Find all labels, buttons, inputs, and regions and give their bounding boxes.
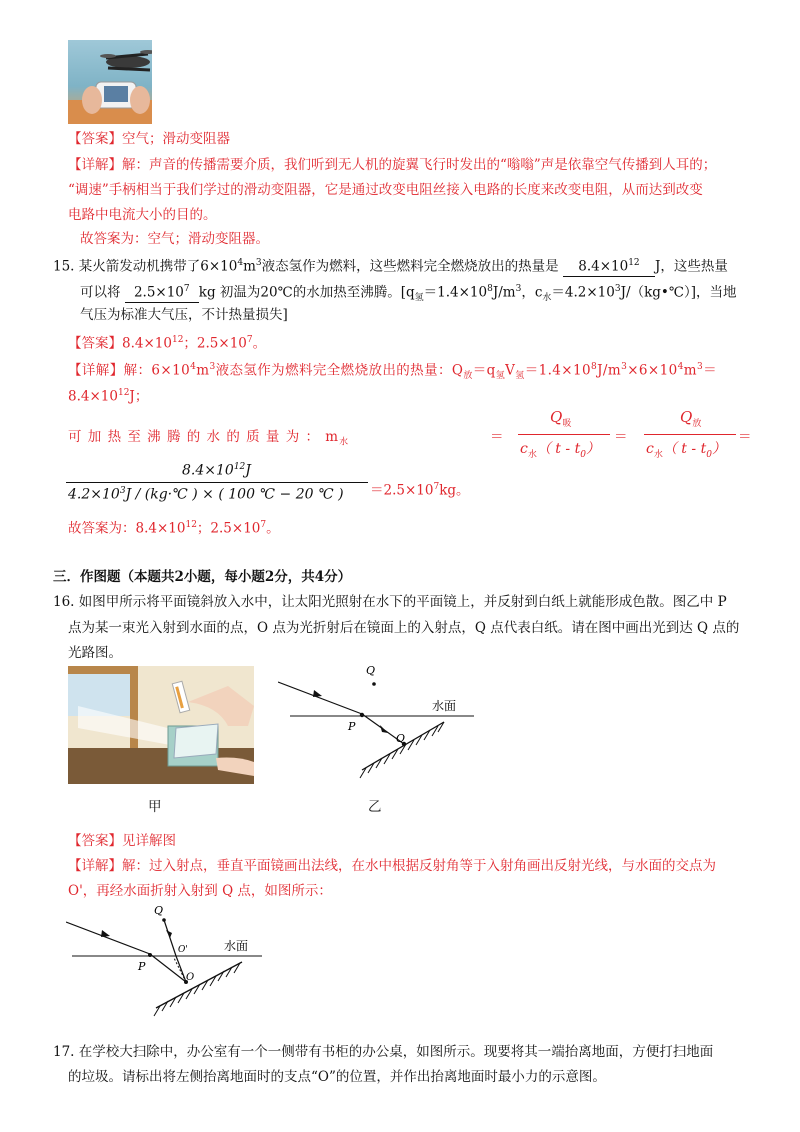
result-text: kg。 [439, 482, 470, 499]
fraction-3-numerator [182, 462, 251, 479]
result-text: ＝2.5×10 [370, 482, 434, 499]
frac-den: ） [585, 441, 600, 457]
conclusion-text: ；2.5×10 [196, 520, 261, 537]
q15-result [370, 478, 470, 500]
question-number: 17. [53, 1044, 75, 1060]
q15-text: 某火箭发动机携带了6×10 [78, 258, 238, 275]
q14-detail-2: “调速”手柄相当于我们学过的滑动变阻器，它是通过改变电阻丝接入电路的长度来改变电阻，从而达到改变 [68, 182, 703, 198]
blank-text: 8.4×10 [578, 258, 629, 275]
eq-sign-2: ＝ [614, 429, 628, 445]
sup: 7 [260, 520, 267, 530]
q16-detail-2: O'，再经水面折射入射到 Q 点，如图所示： [68, 883, 332, 899]
sup: 3 [255, 258, 262, 268]
detail-text: ＝1.4×10 [524, 362, 591, 379]
detail-text: J； [129, 388, 149, 405]
figure-jia-label: 甲 [148, 799, 162, 815]
fraction-1-denominator [520, 438, 600, 460]
q17-line-1 [53, 1043, 713, 1061]
q14-conclusion: 故答案为：空气；滑动变阻器。 [80, 231, 269, 247]
sub: 0 [706, 449, 712, 460]
q14-answer [68, 130, 230, 148]
answer-text: 见详解图 [122, 833, 176, 849]
q16-text: 如图甲所示将平面镜斜放入水中，让太阳光照射在水下的平面镜上，并反射到白纸上就能形成色散。图乙中 P [78, 594, 727, 610]
q15-text: 液态氢作为燃料，这些燃料完全燃烧放出的热量是 [261, 258, 559, 275]
q15-detail-1 [68, 358, 717, 385]
q15-text: J/（kg•℃）]，当地 [620, 284, 737, 301]
q15-mass-line [68, 428, 349, 452]
q16-line-2: 点为某一束光入射到水面的点，O 点为光折射后在镜面上的入射点，Q 点代表白纸。请在图中画出光到达 Q 点的 [68, 620, 740, 636]
figure-yi-label: 乙 [368, 799, 382, 815]
figure-jia-photo [68, 666, 254, 784]
q15-line-2 [80, 280, 736, 307]
sub: 吸 [562, 419, 572, 429]
sub: 氢 [515, 371, 525, 382]
frac-num: Q [550, 408, 563, 426]
question-number: 16. [53, 594, 75, 610]
sub: 水 [339, 437, 350, 448]
point-q [372, 682, 376, 686]
answer-blank-2 [125, 280, 199, 303]
fraction-2-bar [644, 434, 736, 435]
drone-photo [68, 40, 152, 124]
label-q: Q [366, 664, 376, 677]
detail-text: 解：声音的传播需要介质，我们听到无人机的旋翼飞行时发出的“嗡嗡”声是依靠空气传播到人耳的； [122, 157, 717, 173]
fraction-3-denominator [68, 486, 344, 503]
sup: 8 [590, 362, 598, 372]
detail-text: m [196, 362, 210, 379]
answer-text: 。 [252, 335, 267, 352]
sup: 4 [237, 258, 244, 268]
point-p [148, 953, 152, 957]
q17-text: 在学校大扫除中，办公室有一个一侧带有书柜的办公桌，如图所示。现要将其一端抬离地面，方便打扫地面 [78, 1044, 714, 1060]
q15-text: m [243, 258, 256, 275]
sup: 3 [696, 362, 704, 372]
frac-num: 8.4×10 [182, 462, 234, 479]
sub: 氢 [495, 371, 506, 382]
frac-num: Q [680, 408, 693, 426]
eq-sign-3: ＝ [738, 429, 752, 445]
frac-den: c [520, 441, 528, 457]
sub: 水 [527, 449, 537, 460]
answer-blank-1 [563, 254, 655, 277]
detail-text: 8.4×10 [68, 388, 118, 405]
q17-line-2: 的垃圾。请标出将左侧抬离地面时的支点“O”的位置，并作出抬离地面时最小力的示意图。 [68, 1069, 606, 1085]
blank-text: 2.5×10 [133, 284, 184, 301]
ray-arrow [101, 930, 110, 937]
detail-text: ＝q [472, 362, 496, 379]
sup: 12 [171, 335, 184, 345]
point-p [360, 713, 364, 717]
q15-text: 可以将 [80, 284, 121, 301]
ray-arrow [380, 725, 388, 733]
detail-text: m [683, 362, 697, 379]
fraction-3-bar [66, 482, 368, 483]
sup: 4 [677, 362, 684, 372]
conclusion-text: 故答案为：8.4×10 [68, 520, 186, 537]
mirror-hatch [360, 722, 444, 778]
section-title: 三．作图题（本题共2小题，每小题2分，共4分） [53, 569, 352, 585]
sub: 水 [542, 293, 552, 304]
sub: 0 [580, 449, 586, 460]
detail-text: 液态氢作为燃料完全燃烧放出的热量：Q [215, 362, 464, 379]
mirror-line [362, 722, 444, 770]
fraction-2-denominator [646, 438, 726, 460]
q14-detail-3: 电路中电流大小的目的。 [68, 207, 217, 223]
sub: 放 [692, 419, 702, 429]
label-o: O [396, 732, 406, 745]
sup: 12 [628, 258, 640, 268]
q16-line-1 [53, 593, 727, 611]
label-o: O [186, 972, 195, 983]
answer-text: 8.4×10 [122, 335, 172, 352]
sup: 3 [621, 362, 628, 372]
detail-text: V [505, 362, 516, 379]
sup: 8 [487, 284, 493, 294]
q15-text: ＝1.4×10 [423, 284, 488, 301]
q16-detail-1 [68, 857, 716, 875]
incident-ray [278, 682, 362, 714]
sup: 7 [433, 482, 440, 492]
label-q: Q [154, 904, 164, 917]
point-q [162, 918, 166, 922]
q15-detail-2 [68, 384, 148, 406]
answer-text: ；2.5×10 [183, 335, 247, 352]
fraction-1-bar [518, 434, 610, 435]
detail-tag: 【详解】 [68, 858, 122, 874]
frac-num: J [245, 462, 251, 479]
q15-text: kg 初温为20℃的水加热至沸腾。[q [198, 284, 415, 301]
frac-den: 4.2×10 [68, 486, 120, 503]
incident-ray [66, 922, 150, 954]
answer-tag: 【答案】 [68, 833, 122, 849]
detail-text: ×6×10 [627, 362, 678, 379]
detail-text: 解：过入射点，垂直平面镜画出法线，在水中根据反射角等于入射角画出反射光线，与水面的交点为 [122, 858, 716, 874]
sup: 12 [117, 388, 130, 398]
frac-den: （ t - t [662, 441, 707, 457]
eq-sign-1: ＝ [490, 429, 504, 445]
q15-line-1 [53, 254, 728, 277]
q14-detail-1 [68, 156, 716, 174]
detail-tag: 【详解】 [68, 157, 122, 173]
q15-text: ，c [521, 284, 543, 301]
sub: 氢 [414, 293, 424, 304]
detail-text: ＝ [703, 362, 717, 379]
fraction-1-numerator [550, 408, 571, 429]
sup: 12 [233, 462, 246, 472]
sub: 水 [653, 449, 663, 460]
detail-text: J/m [597, 362, 622, 379]
sup: 4 [190, 362, 197, 372]
q15-line-3: 气压为标准大气压，不计热量损失] [80, 307, 288, 323]
answer-tag: 【答案】 [68, 131, 122, 147]
sup: 7 [183, 284, 190, 294]
label-water: 水面 [224, 939, 249, 953]
ray-arrow [313, 690, 322, 697]
answer-text: 空气；滑动变阻器 [122, 131, 230, 147]
sup: 7 [246, 335, 253, 345]
sub: 放 [463, 371, 473, 382]
answer-diagram [66, 900, 266, 1026]
sup: 12 [185, 520, 197, 530]
question-number: 15. [53, 258, 75, 275]
label-water: 水面 [432, 699, 457, 713]
frac-den: ） [711, 441, 726, 457]
frac-den: J / (kg·℃ ) × ( 100 ℃ − 20 ℃ ) [125, 486, 344, 503]
q16-answer [68, 832, 176, 850]
answer-tag: 【答案】 [68, 335, 122, 352]
mirror-hatch [154, 963, 240, 1016]
detail-text: 解：6×10 [123, 362, 191, 379]
figure-yi-diagram [278, 660, 478, 790]
sup: 3 [119, 486, 126, 496]
sup: 3 [614, 284, 621, 294]
frac-den: c [646, 441, 654, 457]
q16-line-3: 光路图。 [68, 645, 122, 661]
q15-text: J/m [492, 284, 516, 301]
q15-text: ＝4.2×10 [551, 284, 615, 301]
sup: 3 [515, 284, 522, 294]
sup: 3 [209, 362, 216, 372]
q15-answer [68, 331, 266, 353]
mass-text: 可 加 热 至 沸 腾 的 水 的 质 量 为 ： m [68, 429, 340, 445]
frac-den: （ t - t [536, 441, 581, 457]
detail-tag: 【详解】 [68, 362, 124, 379]
conclusion-text: 。 [266, 520, 280, 537]
label-p: P [348, 720, 356, 733]
q15-conclusion [68, 516, 280, 538]
label-p: P [138, 960, 146, 973]
q15-text: J，这些热量 [654, 258, 728, 275]
label-o-prime: O' [178, 945, 188, 955]
fraction-2-numerator [680, 408, 701, 429]
